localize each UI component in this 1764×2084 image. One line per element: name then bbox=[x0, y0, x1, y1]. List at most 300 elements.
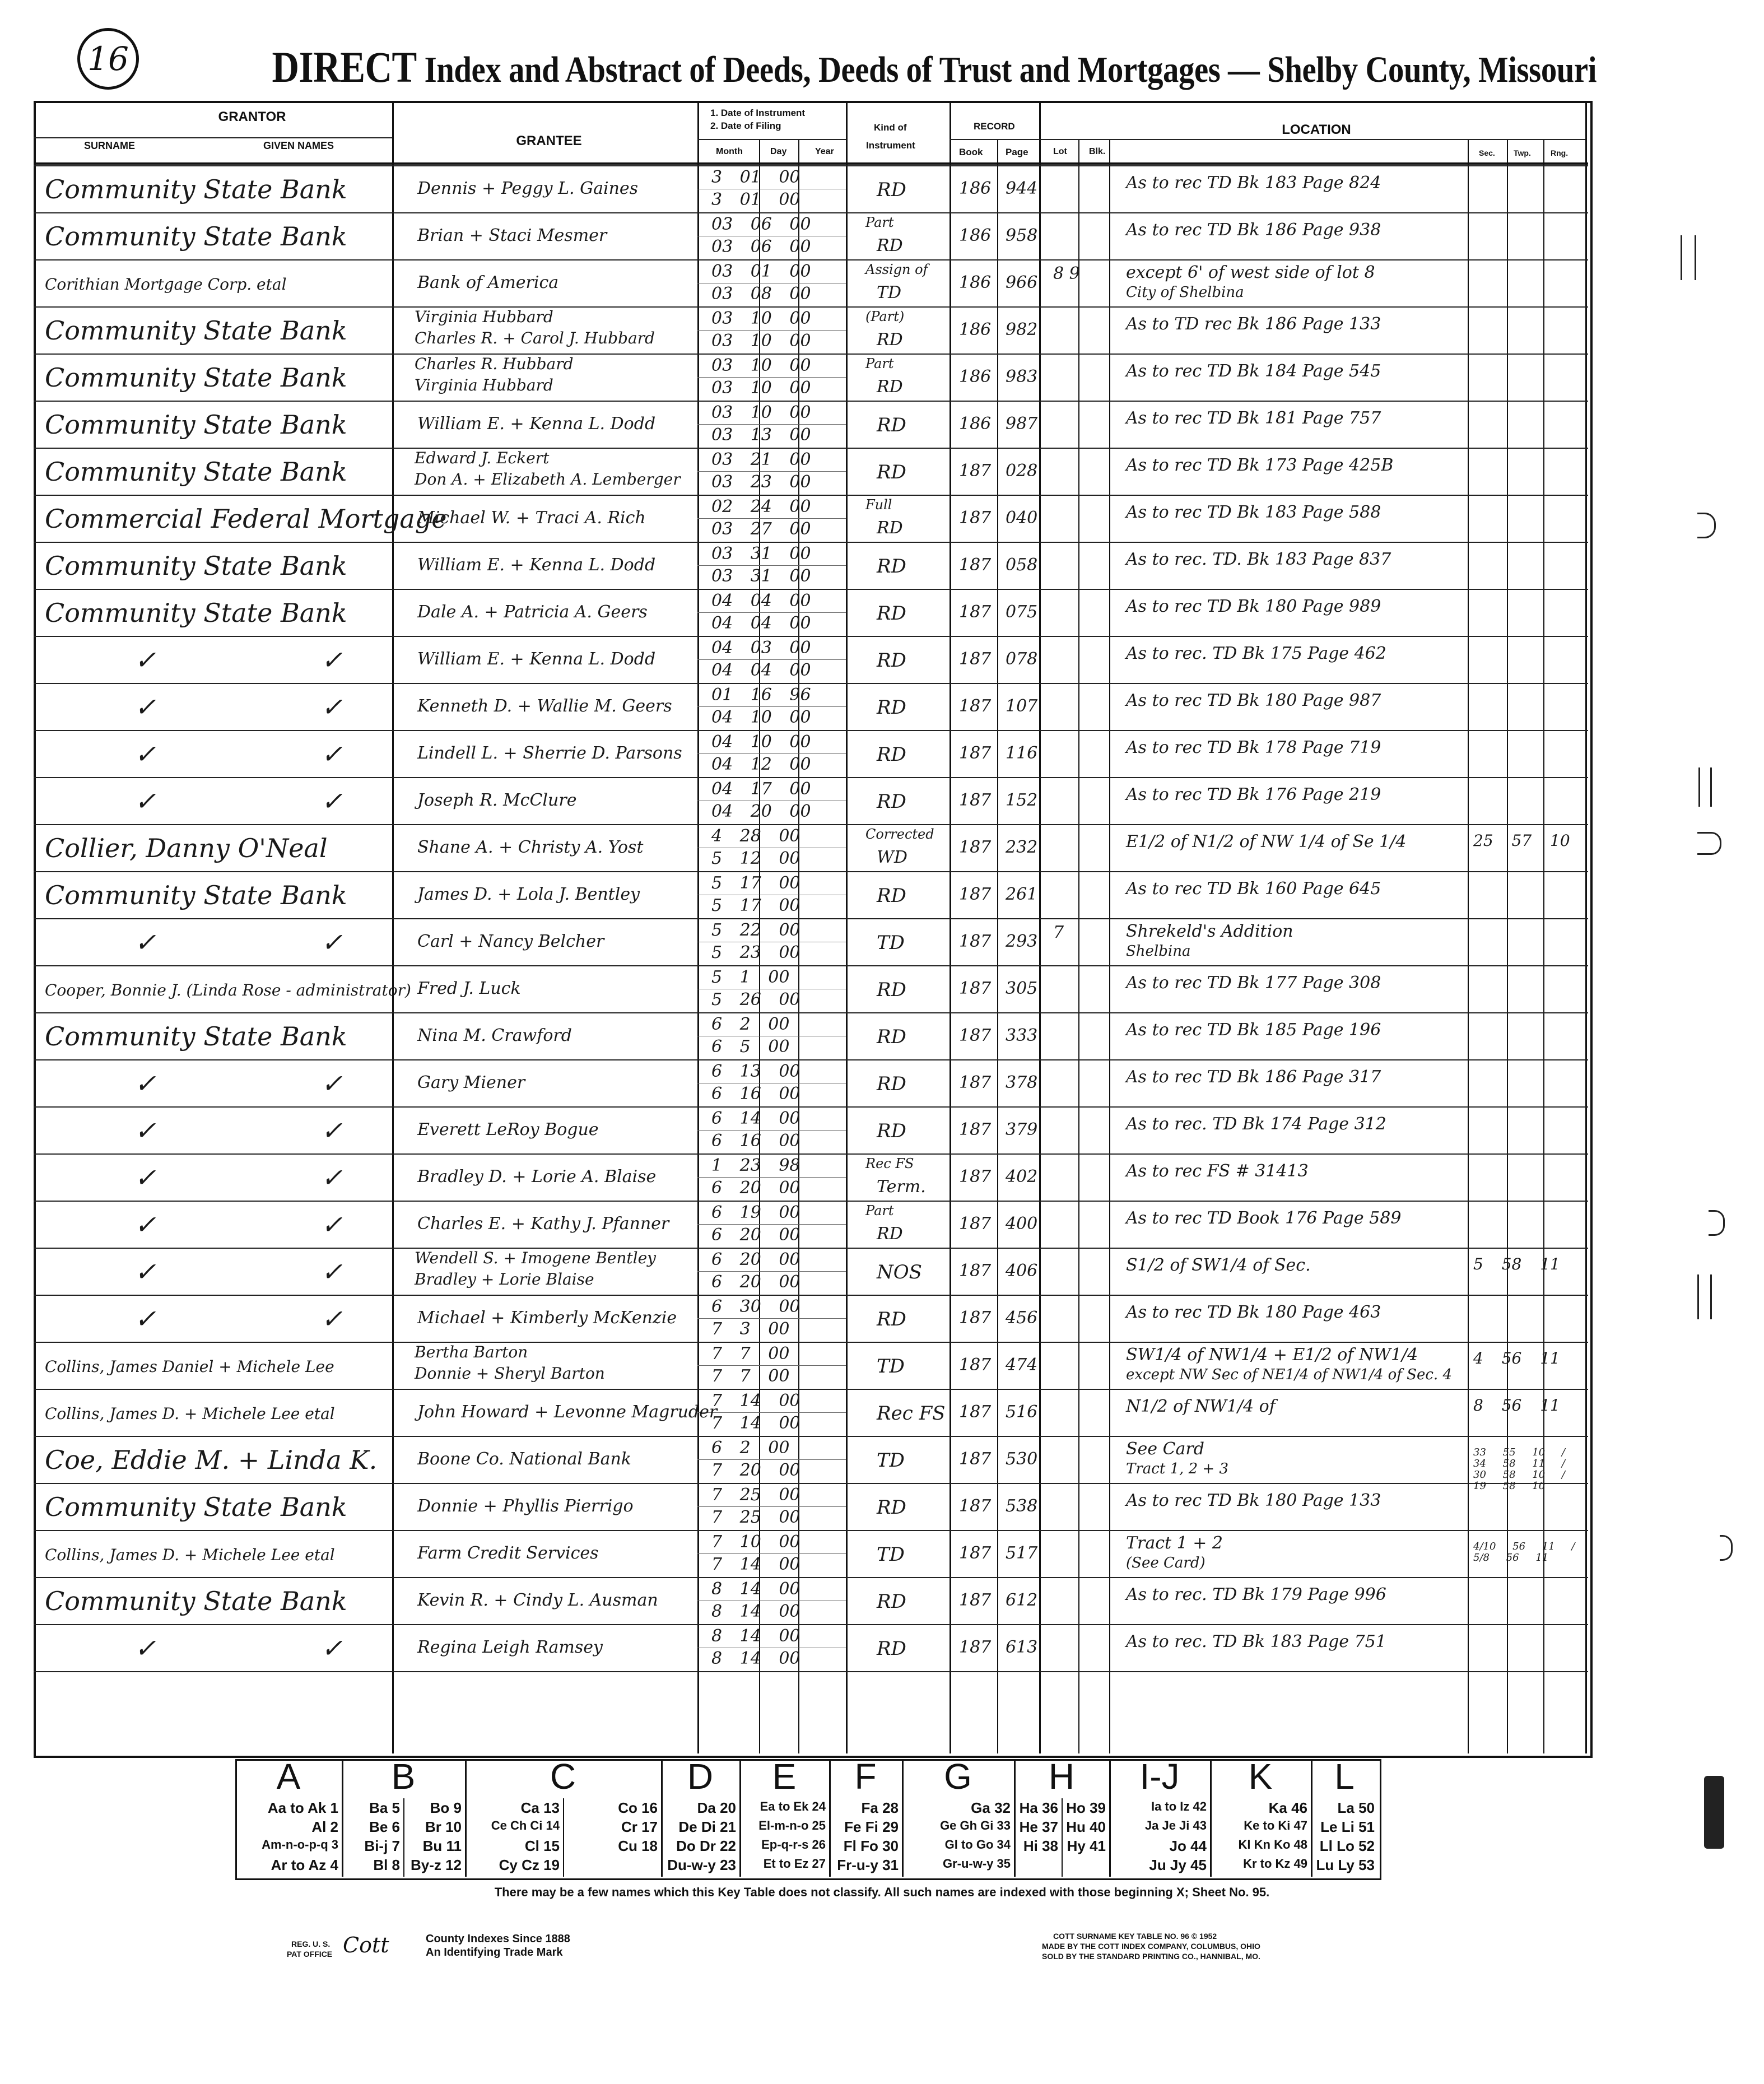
record-page: 987 bbox=[1006, 414, 1038, 434]
grantee-name: Edward J. Eckert bbox=[415, 449, 550, 467]
instrument-kind: (Part) bbox=[865, 309, 905, 324]
margin-block bbox=[1704, 1776, 1724, 1849]
location-2: except NW Sec of NE1/4 of NW1/4 of Sec. 4 bbox=[1126, 1366, 1452, 1383]
date-half-rule bbox=[697, 1553, 846, 1554]
date-of-filing: 6 16 00 bbox=[711, 1131, 800, 1151]
record-page: 078 bbox=[1006, 649, 1038, 669]
location: As to rec TD Book 176 Page 589 bbox=[1126, 1208, 1402, 1228]
grantor-name: Collier, Danny O'Neal bbox=[45, 833, 328, 863]
record-book: 187 bbox=[959, 1026, 992, 1045]
key-entry: La 50 bbox=[1337, 1799, 1375, 1816]
instrument-kind-2: WD bbox=[877, 848, 907, 867]
key-entry: De Di 21 bbox=[678, 1818, 736, 1835]
key-entry: Cr 17 bbox=[621, 1818, 658, 1835]
date-of-instrument: 7 14 00 bbox=[711, 1391, 800, 1411]
record-book: 186 bbox=[959, 273, 992, 292]
record-book: 186 bbox=[959, 226, 992, 245]
key-entry: Ea to Ek 24 bbox=[760, 1799, 826, 1813]
date-of-instrument: 03 31 00 bbox=[711, 544, 811, 564]
grantee-name: Brian + Staci Mesmer bbox=[417, 226, 607, 245]
date-half-rule bbox=[697, 565, 846, 566]
margin-mark bbox=[1697, 513, 1716, 538]
key-letter: A bbox=[276, 1756, 301, 1797]
instrument-kind: RD bbox=[877, 743, 906, 766]
grantee-name: Kevin R. + Cindy L. Ausman bbox=[417, 1590, 658, 1610]
margin-mark bbox=[1698, 767, 1712, 807]
location: Tract 1 + 2 bbox=[1126, 1533, 1223, 1553]
row-rule bbox=[34, 542, 1588, 543]
instrument-kind: RD bbox=[877, 1026, 906, 1048]
date-of-instrument: 04 17 00 bbox=[711, 779, 811, 799]
title-rest: Index and Abstract of Deeds, Deeds of Trust and Mortgages — Shelby County, Missouri bbox=[424, 49, 1597, 90]
key-entry: Do Dr 22 bbox=[676, 1838, 736, 1854]
date-of-instrument: 5 22 00 bbox=[711, 920, 800, 940]
record-page: 516 bbox=[1006, 1402, 1038, 1422]
instrument-kind: RD bbox=[877, 790, 906, 813]
location: As to rec. TD Bk 174 Page 312 bbox=[1126, 1114, 1386, 1134]
row-rule bbox=[34, 683, 1588, 684]
date-of-filing: 6 5 00 bbox=[711, 1037, 790, 1057]
location: As to rec TD Bk 186 Page 317 bbox=[1126, 1067, 1381, 1087]
key-entry: Ho 39 bbox=[1066, 1799, 1106, 1816]
record-book: 187 bbox=[959, 1308, 992, 1328]
date-of-filing: 5 17 00 bbox=[711, 896, 800, 915]
instrument-kind: TD bbox=[877, 1449, 905, 1472]
grantee-name: Gary Miener bbox=[417, 1073, 525, 1092]
record-book: 187 bbox=[959, 1402, 992, 1422]
date-half-rule bbox=[697, 659, 846, 660]
grantee-name: William E. + Kenna L. Dodd bbox=[417, 414, 656, 434]
footer-right-1: COTT SURNAME KEY TABLE NO. 96 © 1952 bbox=[1053, 1932, 1217, 1941]
footer-right-3: SOLD BY THE STANDARD PRINTING CO., HANNIBAL, MO. bbox=[1042, 1952, 1260, 1961]
header-grantee: GRANTEE bbox=[516, 133, 582, 148]
location: As to rec TD Bk 186 Page 938 bbox=[1126, 220, 1381, 240]
location: Shrekeld's Addition bbox=[1126, 922, 1293, 941]
date-half-rule bbox=[697, 330, 846, 331]
grantor-name: ✓ ✓ bbox=[134, 1068, 421, 1099]
location: As to rec TD Bk 181 Page 757 bbox=[1126, 408, 1381, 428]
date-half-rule bbox=[697, 471, 846, 472]
grantor-name: Community State Bank bbox=[45, 457, 347, 487]
column-rule bbox=[1507, 140, 1508, 1753]
location: See Card bbox=[1126, 1439, 1204, 1459]
footer-mark-2: An Identifying Trade Mark bbox=[426, 1946, 563, 1959]
key-letter: B bbox=[391, 1756, 416, 1797]
key-entry: Hu 40 bbox=[1066, 1818, 1106, 1835]
grantor-name: ✓ ✓ bbox=[134, 1162, 421, 1193]
row-rule bbox=[34, 730, 1588, 731]
key-entry: Da 20 bbox=[697, 1799, 736, 1816]
instrument-kind: RD bbox=[877, 1496, 906, 1519]
date-of-instrument: 03 21 00 bbox=[711, 450, 811, 469]
instrument-kind: RD bbox=[877, 1308, 906, 1331]
instrument-kind: RD bbox=[877, 602, 906, 625]
header-day: Day bbox=[770, 147, 787, 156]
key-entry: Fr-u-y 31 bbox=[837, 1857, 899, 1873]
record-book: 187 bbox=[959, 1214, 992, 1234]
record-page: 530 bbox=[1006, 1449, 1038, 1469]
date-of-instrument: 5 17 00 bbox=[711, 873, 800, 893]
record-book: 187 bbox=[959, 1543, 992, 1563]
header-given-names: GIVEN NAMES bbox=[263, 140, 334, 151]
column-rule bbox=[1543, 140, 1544, 1753]
location: As to TD rec Bk 186 Page 133 bbox=[1126, 314, 1381, 334]
record-page: 058 bbox=[1006, 555, 1038, 575]
grantee-name: Dale A. + Patricia A. Geers bbox=[417, 602, 648, 622]
date-of-filing: 04 12 00 bbox=[711, 755, 811, 774]
location: As to rec TD Bk 173 Page 425B bbox=[1126, 455, 1394, 475]
date-of-filing: 03 31 00 bbox=[711, 566, 811, 586]
header-twp: Twp. bbox=[1514, 148, 1531, 157]
grantee-name: Donnie + Phyllis Pierrigo bbox=[417, 1496, 634, 1516]
date-of-filing: 03 13 00 bbox=[711, 425, 811, 445]
key-entry: El-m-n-o 25 bbox=[758, 1818, 826, 1832]
instrument-kind: Rec FS bbox=[877, 1402, 946, 1425]
row-rule bbox=[34, 212, 1588, 213]
key-entry: He 37 bbox=[1019, 1818, 1058, 1835]
instrument-kind-2: RD bbox=[877, 377, 903, 397]
row-rule bbox=[34, 165, 1588, 166]
instrument-kind: RD bbox=[877, 696, 906, 719]
lot: 8 9 bbox=[1053, 264, 1080, 283]
instrument-kind: Part bbox=[865, 1203, 894, 1218]
key-entry: Bo 9 bbox=[430, 1799, 462, 1816]
date-of-filing: 3 01 00 bbox=[711, 190, 800, 210]
date-of-instrument: 4 28 00 bbox=[711, 826, 800, 846]
location: As to rec FS # 31413 bbox=[1126, 1161, 1309, 1181]
instrument-kind: RD bbox=[877, 1638, 906, 1660]
lot: 7 bbox=[1053, 923, 1064, 942]
record-page: 958 bbox=[1006, 226, 1038, 245]
record-page: 944 bbox=[1006, 179, 1038, 198]
date-of-filing: 6 20 00 bbox=[711, 1178, 800, 1198]
row-rule bbox=[34, 636, 1588, 637]
header-blk: Blk. bbox=[1089, 147, 1106, 156]
record-page: 400 bbox=[1006, 1214, 1038, 1234]
grantee-name: Virginia Hubbard bbox=[415, 308, 553, 326]
record-page: 293 bbox=[1006, 932, 1038, 951]
key-entry: Lu Ly 53 bbox=[1316, 1857, 1375, 1873]
footer-mark-1: County Indexes Since 1888 bbox=[426, 1933, 570, 1945]
grantor-name: ✓ ✓ bbox=[134, 927, 421, 957]
grantee-name: Charles E. + Kathy J. Pfanner bbox=[417, 1214, 669, 1234]
date-of-instrument: 5 1 00 bbox=[711, 967, 790, 987]
grantor-name: Commercial Federal Mortgage bbox=[45, 504, 447, 534]
header-date-1: 1. Date of Instrument bbox=[710, 108, 806, 118]
record-book: 187 bbox=[959, 1638, 992, 1657]
row-rule bbox=[34, 777, 1588, 778]
sec-twp-rng: 8 56 11 bbox=[1473, 1396, 1560, 1415]
record-page: 305 bbox=[1006, 979, 1038, 998]
date-of-instrument: 03 06 00 bbox=[711, 215, 811, 234]
key-letter: L bbox=[1334, 1756, 1355, 1797]
record-page: 028 bbox=[1006, 461, 1038, 481]
date-of-filing: 6 20 00 bbox=[711, 1272, 800, 1292]
date-of-filing: 04 04 00 bbox=[711, 613, 811, 633]
grantor-name: ✓ ✓ bbox=[134, 1304, 421, 1334]
instrument-kind: RD bbox=[877, 979, 906, 1001]
location: As to rec TD Bk 180 Page 987 bbox=[1126, 691, 1381, 710]
instrument-kind: RD bbox=[877, 461, 906, 483]
key-entry: Ke to Ki 47 bbox=[1244, 1818, 1307, 1832]
key-entry: Ep-q-r-s 26 bbox=[761, 1838, 826, 1852]
date-of-filing: 5 12 00 bbox=[711, 849, 800, 868]
record-book: 187 bbox=[959, 932, 992, 951]
date-half-rule bbox=[697, 1318, 846, 1319]
row-rule bbox=[34, 259, 1588, 260]
key-entry: Kr to Kz 49 bbox=[1243, 1857, 1307, 1871]
date-of-instrument: 04 04 00 bbox=[711, 591, 811, 611]
record-book: 187 bbox=[959, 696, 992, 716]
grantee-name: Lindell L. + Sherrie D. Parsons bbox=[417, 743, 682, 763]
sec-twp-rng: 4 56 11 bbox=[1473, 1349, 1560, 1367]
page-title bbox=[272, 42, 1597, 92]
margin-mark bbox=[1697, 832, 1721, 855]
key-entry: Kl Kn Ko 48 bbox=[1238, 1838, 1307, 1852]
key-entry: Bi-j 7 bbox=[364, 1838, 400, 1854]
grantor-name: ✓ ✓ bbox=[134, 692, 421, 722]
grantor-name: Community State Bank bbox=[45, 362, 347, 393]
location: As to rec TD Bk 183 Page 824 bbox=[1126, 173, 1381, 193]
grantor-name: ✓ ✓ bbox=[134, 1633, 421, 1663]
sec-twp-rng: 33 55 10 / 34 58 11 / 30 58 10 / 19 58 10 bbox=[1473, 1446, 1565, 1492]
key-entry: Bu 11 bbox=[422, 1838, 462, 1854]
row-rule bbox=[34, 1624, 1588, 1625]
key-entry: Ka 46 bbox=[1268, 1799, 1307, 1816]
row-rule bbox=[34, 1389, 1588, 1390]
key-entry: Cy Cz 19 bbox=[499, 1857, 560, 1873]
instrument-kind: TD bbox=[877, 1355, 905, 1378]
row-rule bbox=[34, 448, 1588, 449]
sec-twp-rng: 25 57 10 bbox=[1473, 831, 1570, 850]
record-page: 152 bbox=[1006, 790, 1038, 810]
record-book: 187 bbox=[959, 1120, 992, 1139]
key-entry: Ll Lo 52 bbox=[1319, 1838, 1375, 1854]
date-of-instrument: 03 10 00 bbox=[711, 356, 811, 375]
grantee-name: Joseph R. McClure bbox=[417, 790, 577, 810]
record-page: 107 bbox=[1006, 696, 1038, 716]
row-rule bbox=[34, 824, 1588, 825]
date-of-filing: 7 14 00 bbox=[711, 1555, 800, 1574]
key-entry: Du-w-y 23 bbox=[667, 1857, 736, 1873]
date-of-instrument: 03 10 00 bbox=[711, 403, 811, 422]
grantor-name: Collins, James D. + Michele Lee etal bbox=[45, 1546, 335, 1564]
grantor-name: Community State Bank bbox=[45, 598, 347, 628]
row-rule bbox=[34, 306, 1588, 308]
header-location: LOCATION bbox=[1282, 122, 1351, 137]
footer-reg-1: REG. U. S. bbox=[291, 1939, 331, 1948]
header-record: RECORD bbox=[974, 121, 1015, 132]
date-half-rule bbox=[697, 706, 846, 707]
row-rule bbox=[34, 1106, 1588, 1108]
date-of-filing: 03 08 00 bbox=[711, 284, 811, 304]
record-page: 261 bbox=[1006, 885, 1038, 904]
record-page: 406 bbox=[1006, 1261, 1038, 1281]
record-book: 187 bbox=[959, 602, 992, 622]
footer-reg-2: PAT OFFICE bbox=[287, 1950, 333, 1959]
date-of-instrument: 6 19 00 bbox=[711, 1203, 800, 1222]
grantor-name: Corithian Mortgage Corp. etal bbox=[45, 275, 287, 294]
grantee-name: Nina M. Crawford bbox=[417, 1026, 572, 1045]
record-book: 187 bbox=[959, 838, 992, 857]
location: As to rec TD Bk 180 Page 989 bbox=[1126, 597, 1381, 616]
location: E1/2 of N1/2 of NW 1/4 of Se 1/4 bbox=[1126, 832, 1407, 852]
location: As to rec TD Bk 177 Page 308 bbox=[1126, 973, 1381, 993]
sec-twp-rng: 5 58 11 bbox=[1473, 1255, 1560, 1273]
title-direct: DIRECT bbox=[272, 43, 417, 91]
instrument-kind: RD bbox=[877, 414, 906, 436]
grantor-name: Community State Bank bbox=[45, 1021, 347, 1052]
date-of-filing: 6 20 00 bbox=[711, 1225, 800, 1245]
record-book: 187 bbox=[959, 790, 992, 810]
column-rule bbox=[1078, 140, 1079, 1753]
date-of-instrument: 8 14 00 bbox=[711, 1579, 800, 1599]
header-year: Year bbox=[815, 147, 834, 156]
key-entry: Ju Jy 45 bbox=[1149, 1857, 1207, 1873]
grantor-name: ✓ ✓ bbox=[134, 1210, 421, 1240]
sec-twp-rng: 4/10 56 11 / 5/8 56 11 bbox=[1473, 1541, 1575, 1564]
key-letter: E bbox=[772, 1756, 797, 1797]
grantor-name: ✓ ✓ bbox=[134, 1115, 421, 1146]
instrument-kind: RD bbox=[877, 179, 906, 201]
key-entry: Ba 5 bbox=[369, 1799, 400, 1816]
key-entry: Be 6 bbox=[369, 1818, 400, 1835]
date-of-instrument: 04 10 00 bbox=[711, 732, 811, 752]
row-rule bbox=[34, 1436, 1588, 1437]
key-entry: Fe Fi 29 bbox=[844, 1818, 899, 1835]
record-book: 186 bbox=[959, 414, 992, 434]
record-book: 187 bbox=[959, 1590, 992, 1610]
grantor-name: Community State Bank bbox=[45, 410, 347, 440]
record-page: 517 bbox=[1006, 1543, 1038, 1563]
row-rule bbox=[34, 353, 1588, 355]
location: As to rec. TD Bk 175 Page 462 bbox=[1126, 644, 1386, 663]
key-entry: Ge Gh Gi 33 bbox=[940, 1818, 1011, 1832]
row-rule bbox=[34, 1577, 1588, 1578]
date-of-instrument: 1 23 98 bbox=[711, 1156, 800, 1175]
column-rule bbox=[1468, 140, 1469, 1753]
key-entry: Ja Je Ji 43 bbox=[1144, 1818, 1207, 1832]
instrument-kind: Part bbox=[865, 215, 894, 230]
key-entry: Bl 8 bbox=[373, 1857, 400, 1873]
key-entry: Hi 38 bbox=[1023, 1838, 1058, 1854]
column-rule bbox=[697, 101, 699, 1753]
record-page: 116 bbox=[1006, 743, 1038, 763]
record-book: 186 bbox=[959, 320, 992, 339]
grantee-name: Michael W. + Traci A. Rich bbox=[417, 508, 646, 528]
date-of-instrument: 04 03 00 bbox=[711, 638, 811, 658]
record-book: 187 bbox=[959, 649, 992, 669]
margin-mark bbox=[1709, 1210, 1725, 1236]
key-entry: Ha 36 bbox=[1019, 1799, 1058, 1816]
grantee-name: Farm Credit Services bbox=[417, 1543, 599, 1563]
header-lot: Lot bbox=[1053, 147, 1067, 156]
record-book: 187 bbox=[959, 555, 992, 575]
column-rule bbox=[1585, 101, 1587, 1753]
header-rule bbox=[1039, 139, 1585, 140]
date-of-instrument: 02 24 00 bbox=[711, 497, 811, 517]
date-half-rule bbox=[697, 518, 846, 519]
location: N1/2 of NW1/4 of bbox=[1126, 1397, 1276, 1416]
record-page: 333 bbox=[1006, 1026, 1038, 1045]
row-rule bbox=[34, 1295, 1588, 1296]
row-rule bbox=[34, 1059, 1588, 1060]
column-rule bbox=[1039, 101, 1041, 1753]
instrument-kind: TD bbox=[877, 932, 905, 954]
location: As to rec. TD Bk 179 Page 996 bbox=[1126, 1585, 1386, 1604]
record-page: 402 bbox=[1006, 1167, 1038, 1187]
grantee-name: Wendell S. + Imogene Bentley bbox=[415, 1249, 656, 1267]
date-of-instrument: 7 7 00 bbox=[711, 1344, 790, 1364]
location: As to rec TD Bk 183 Page 588 bbox=[1126, 503, 1381, 522]
date-half-rule bbox=[697, 1130, 846, 1131]
key-letter: C bbox=[550, 1756, 576, 1797]
grantee-name: Michael + Kimberly McKenzie bbox=[417, 1308, 677, 1328]
location: As to rec. TD Bk 183 Page 751 bbox=[1126, 1632, 1386, 1652]
instrument-kind-2: TD bbox=[877, 283, 902, 303]
date-half-rule bbox=[697, 1365, 846, 1366]
record-page: 474 bbox=[1006, 1355, 1038, 1375]
instrument-kind-2: RD bbox=[877, 330, 903, 350]
grantee-name-2: Bradley + Lorie Blaise bbox=[415, 1270, 594, 1288]
grantee-name: Dennis + Peggy L. Gaines bbox=[417, 179, 639, 198]
key-entry: Hy 41 bbox=[1067, 1838, 1106, 1854]
instrument-kind: TD bbox=[877, 1543, 905, 1566]
date-of-instrument: 8 14 00 bbox=[711, 1626, 800, 1646]
date-half-rule bbox=[697, 1506, 846, 1507]
instrument-kind: RD bbox=[877, 649, 906, 672]
instrument-kind-2: Term. bbox=[877, 1177, 926, 1197]
instrument-kind: Corrected bbox=[865, 826, 934, 842]
instrument-kind: RD bbox=[877, 1120, 906, 1142]
grantee-name: Bank of America bbox=[417, 273, 559, 292]
instrument-kind: Rec FS bbox=[865, 1156, 914, 1171]
grantor-name: ✓ ✓ bbox=[134, 1257, 421, 1287]
date-of-filing: 8 14 00 bbox=[711, 1649, 800, 1668]
grantee-name: Charles R. Hubbard bbox=[415, 355, 574, 373]
grantee-name: Fred J. Luck bbox=[417, 979, 521, 998]
margin-mark bbox=[1720, 1535, 1733, 1561]
row-rule bbox=[34, 401, 1588, 402]
grantee-name: Bertha Barton bbox=[415, 1343, 528, 1361]
record-page: 456 bbox=[1006, 1308, 1038, 1328]
date-of-instrument: 7 10 00 bbox=[711, 1532, 800, 1552]
grantee-name: Regina Leigh Ramsey bbox=[417, 1638, 603, 1657]
header-book: Book bbox=[959, 147, 983, 157]
margin-mark bbox=[1681, 235, 1696, 280]
grantee-name: Carl + Nancy Belcher bbox=[417, 932, 604, 951]
date-of-filing: 5 26 00 bbox=[711, 990, 800, 1010]
key-entry: Al 2 bbox=[311, 1818, 338, 1835]
record-book: 187 bbox=[959, 743, 992, 763]
grantor-name: ✓ ✓ bbox=[134, 645, 421, 675]
key-entry: Fl Fo 30 bbox=[843, 1838, 899, 1854]
grantee-name-2: Don A. + Elizabeth A. Lemberger bbox=[415, 470, 681, 489]
record-page: 232 bbox=[1006, 838, 1038, 857]
key-entry: Gl to Go 34 bbox=[944, 1838, 1011, 1852]
key-subrule bbox=[1062, 1798, 1063, 1877]
date-of-filing: 7 7 00 bbox=[711, 1366, 790, 1386]
instrument-kind: RD bbox=[877, 555, 906, 578]
date-of-filing: 03 06 00 bbox=[711, 237, 811, 257]
record-book: 187 bbox=[959, 1261, 992, 1281]
key-entry: By-z 12 bbox=[410, 1857, 462, 1873]
grantee-name-2: Virginia Hubbard bbox=[415, 376, 553, 394]
date-of-instrument: 6 20 00 bbox=[711, 1250, 800, 1269]
key-note: There may be a few names which this Key Table does not classify. All such names are indexed with those beginning X; Sheet No. 95. bbox=[494, 1885, 1270, 1899]
footer-signature: Cott bbox=[343, 1933, 389, 1957]
date-of-filing: 8 14 00 bbox=[711, 1602, 800, 1621]
